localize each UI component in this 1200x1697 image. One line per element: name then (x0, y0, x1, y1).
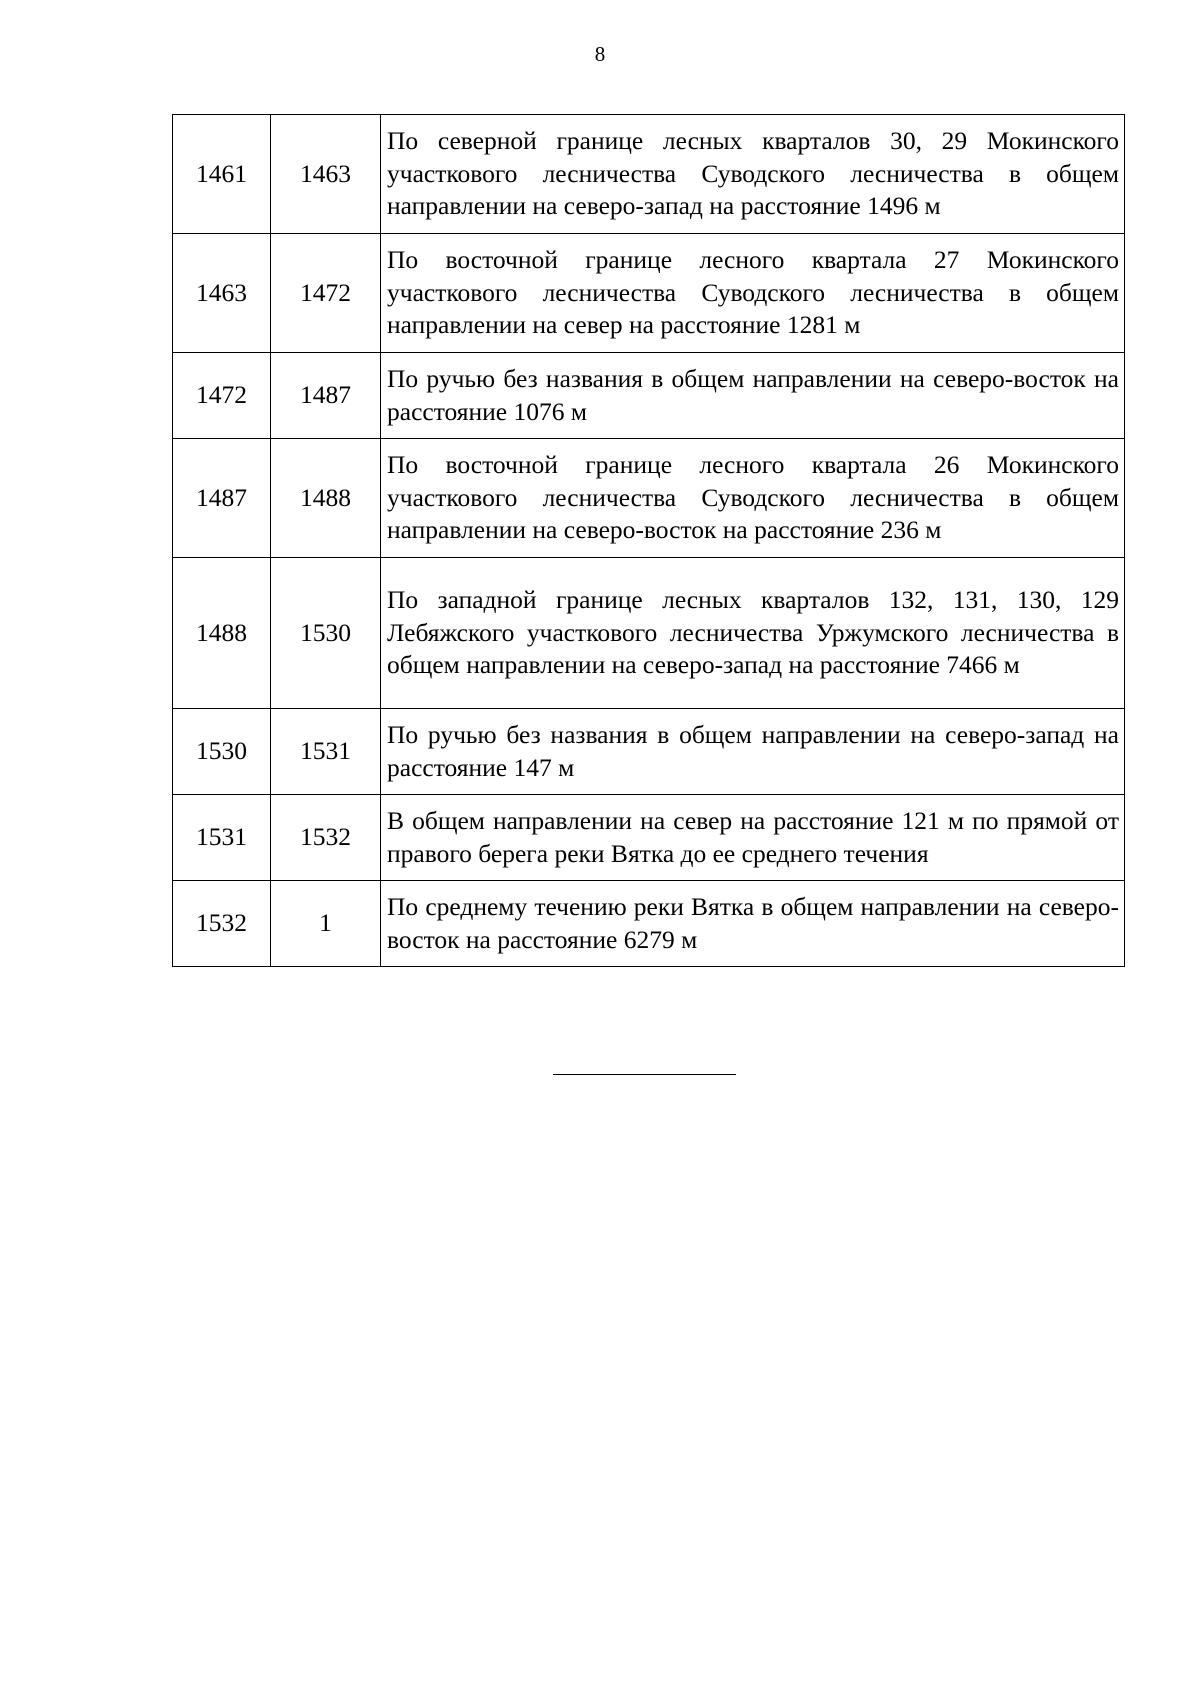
to-point-cell: 1530 (271, 558, 381, 709)
to-point-cell: 1 (271, 881, 381, 967)
to-point-cell: 1472 (271, 234, 381, 353)
to-point-cell: 1487 (271, 353, 381, 439)
table-row (173, 881, 1125, 967)
description-cell: По восточной границе лесного квартала 27 Мокинского участкового лесничества Суводского лесничества в общем направлении на север на расстояние 1281 м (381, 234, 1125, 353)
table-row (173, 115, 1125, 234)
page-number: 8 (594, 42, 606, 66)
table-row (173, 795, 1125, 881)
table-row (173, 558, 1125, 709)
from-point-cell: 1472 (173, 353, 271, 439)
description-cell: По среднему течению реки Вятка в общем направлении на северо-восток на расстояние 6279 м (381, 881, 1125, 967)
to-point-cell: 1488 (271, 439, 381, 558)
table-row (173, 709, 1125, 795)
description-cell: По восточной границе лесного квартала 26 Мокинского участкового лесничества Суводского лесничества в общем направлении на северо-восток на расстояние 236 м (381, 439, 1125, 558)
table-row (173, 353, 1125, 439)
description-cell: По ручью без названия в общем направлении на северо-запад на расстояние 147 м (381, 709, 1125, 795)
boundary-description-table (172, 114, 1125, 967)
table-row (173, 439, 1125, 558)
from-point-cell: 1488 (173, 558, 271, 709)
to-point-cell: 1531 (271, 709, 381, 795)
description-cell: По северной границе лесных кварталов 30, 29 Мокинского участкового лесничества Суводского лесничества в общем направлении на северо-запад на расстояние 1496 м (381, 115, 1125, 234)
from-point-cell: 1531 (173, 795, 271, 881)
description-cell: По ручью без названия в общем направлении на северо-восток на расстояние 1076 м (381, 353, 1125, 439)
to-point-cell: 1463 (271, 115, 381, 234)
from-point-cell: 1463 (173, 234, 271, 353)
description-cell: В общем направлении на север на расстояние 121 м по прямой от правого берега реки Вятка до ее среднего течения (381, 795, 1125, 881)
from-point-cell: 1461 (173, 115, 271, 234)
description-cell: По западной границе лесных кварталов 132, 131, 130, 129 Лебяжского участкового лесничества Уржумского лесничества в общем направлении на северо-запад на расстояние 7466 м (381, 558, 1125, 709)
to-point-cell: 1532 (271, 795, 381, 881)
table-row (173, 234, 1125, 353)
end-of-document-line (553, 1074, 736, 1075)
from-point-cell: 1530 (173, 709, 271, 795)
from-point-cell: 1487 (173, 439, 271, 558)
from-point-cell: 1532 (173, 881, 271, 967)
